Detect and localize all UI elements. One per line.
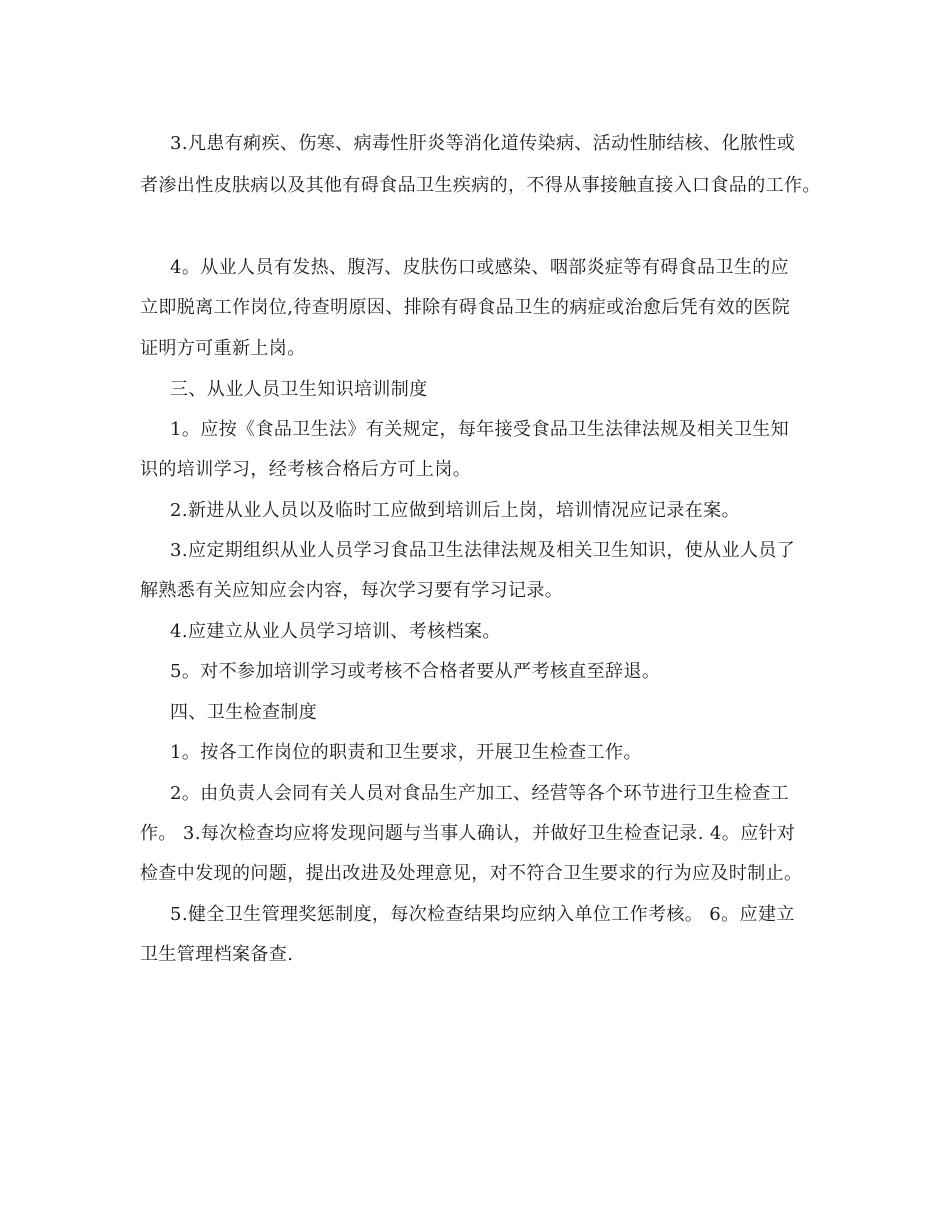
paragraph-line: 者渗出性皮肤病以及其他有碍食品卫生疾病的，不得从事接触直接入口食品的工作。 xyxy=(140,175,821,196)
paragraph-line: 3.应定期组织从业人员学习食品卫生法律法规及相关卫生知识，使从业人员了 xyxy=(170,540,796,561)
paragraph-line: 1。按各工作岗位的职责和卫生要求，开展卫生检查工作。 xyxy=(170,742,642,763)
paragraph-line: 5.健全卫生管理奖惩制度，每次检查结果均应纳入单位工作考核。 6。应建立 xyxy=(170,904,795,925)
paragraph-line: 作。 3.每次检查均应将发现问题与当事人确认，并做好卫生检查记录. 4。应针对 xyxy=(140,823,796,844)
section-heading: 四、卫生检查制度 xyxy=(170,702,318,723)
paragraph-line: 1。应按《食品卫生法》有关规定，每年接受食品卫生法律法规及相关卫生知 xyxy=(170,419,790,440)
paragraph-line: 立即脱离工作岗位,待查明原因、排除有碍食品卫生的病症或治愈后凭有效的医院 xyxy=(140,297,791,318)
paragraph-line: 4。从业人员有发热、腹泻、皮肤伤口或感染、咽部炎症等有碍食品卫生的应 xyxy=(170,257,790,278)
paragraph-line: 解熟悉有关应知应会内容，每次学习要有学习记录。 xyxy=(140,580,564,601)
paragraph-line: 2.新进从业人员以及临时工应做到培训后上岗，培训情况应记录在案。 xyxy=(170,500,740,521)
paragraph-line: 卫生管理档案备查. xyxy=(140,944,294,965)
paragraph-line: 检查中发现的问题，提出改进及处理意见，对不符合卫生要求的行为应及时制止。 xyxy=(140,863,803,884)
section-heading: 三、从业人员卫生知识培训制度 xyxy=(170,379,428,400)
paragraph-line: 5。对不参加培训学习或考核不合格者要从严考核直至辞退。 xyxy=(170,661,661,682)
paragraph-line: 证明方可重新上岗。 xyxy=(140,338,306,359)
paragraph-line: 3.凡患有痢疾、伤寒、病毒性肝炎等消化道传染病、活动性肺结核、化脓性或 xyxy=(170,133,796,154)
paragraph-line: 4.应建立从业人员学习培训、考核档案。 xyxy=(170,621,501,642)
paragraph-line: 识的培训学习，经考核合格后方可上岗。 xyxy=(140,459,472,480)
paragraph-line: 2。由负责人会同有关人员对食品生产加工、经营等各个环节进行卫生检查工 xyxy=(170,783,790,804)
